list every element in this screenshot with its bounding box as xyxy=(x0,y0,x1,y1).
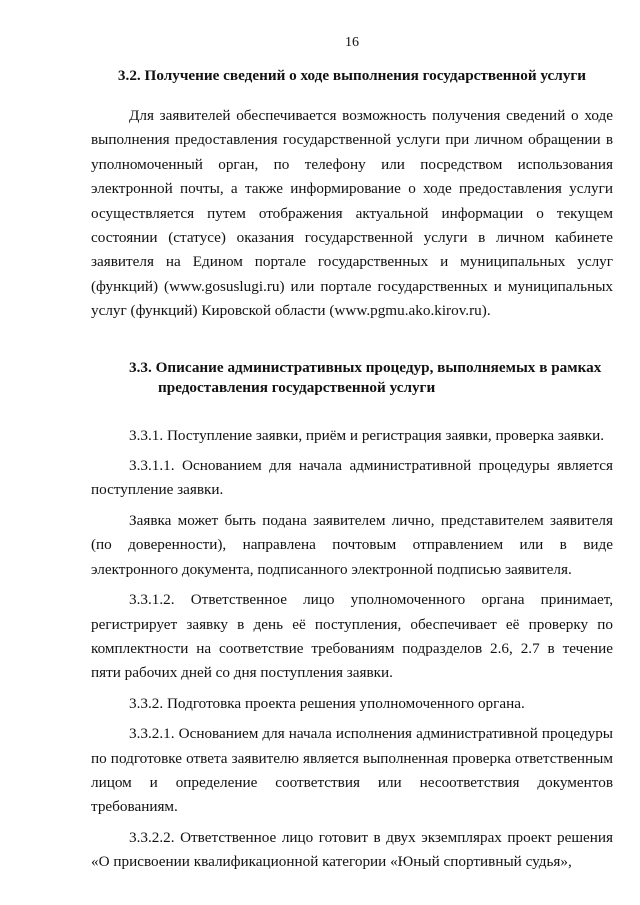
paragraph-3-3-2: 3.3.2. Подготовка проекта решения уполномоченного органа. xyxy=(129,694,525,712)
section-3-3-heading-line2: предоставления государственной услуги xyxy=(158,378,436,396)
section-3-3-heading xyxy=(91,358,613,398)
paragraph-application-submission: Заявка может быть подана заявителем лично, представителем заявителя (по доверенности), направлена почтовым отправлением или в виде электронного документа, подписанного электронной подписью заявителя. xyxy=(91,511,613,578)
paragraph-3-3-1-2: 3.3.1.2. Ответственное лицо уполномоченного органа принимает, регистрирует заявку в день её поступления, обеспечивает её проверку по комплектности на соответствие требованиям подразделов 2.6, 2.7 в течение пяти рабочих дней со дня поступления заявки. xyxy=(91,591,613,682)
section-3-2-heading: 3.2. Получение сведений о ходе выполнения государственной услуги xyxy=(117,67,587,84)
paragraph-3-3-2-2: 3.3.2.2. Ответственное лицо готовит в двух экземплярах проект решения «О присвоении квалификационной категории «Юный спортивный судья», xyxy=(91,828,613,871)
section-3-3-heading-line1: 3.3. Описание административных процедур, выполняемых в рамках xyxy=(129,358,602,376)
paragraph-3-3-1: 3.3.1. Поступление заявки, приём и регистрация заявки, проверка заявки. xyxy=(129,426,605,444)
paragraph-3-3-1-1: 3.3.1.1. Основанием для начала административной процедуры является поступление заявки. xyxy=(91,457,613,499)
paragraph-3-3-2-1: 3.3.2.1. Основанием для начала исполнения административной процедуры по подготовке ответа заявителю является выполненная проверка ответственным лицом и определение соответствия или несоответствия документов требованиям. xyxy=(91,725,613,816)
section-3-2-paragraph: Для заявителей обеспечивается возможность получения сведений о ходе выполнения предоставления государственной услуги при личном обращении в уполномоченный орган, по телефону или посредством использования электронной почты, а также информирование о ходе предоставления услуги осуществляется путем отображения актуальной информации о текущем состоянии (статусе) оказания государственной услуги в личном кабинете заявителя на Едином портале государственных и муниципальных услуг (функций) (www.gosuslugi.ru) или портале государственных и муниципальных услуг (функций) Кировской области (www.pgmu.ako.kirov.ru). xyxy=(91,107,613,320)
page-number: 16 xyxy=(345,35,359,50)
